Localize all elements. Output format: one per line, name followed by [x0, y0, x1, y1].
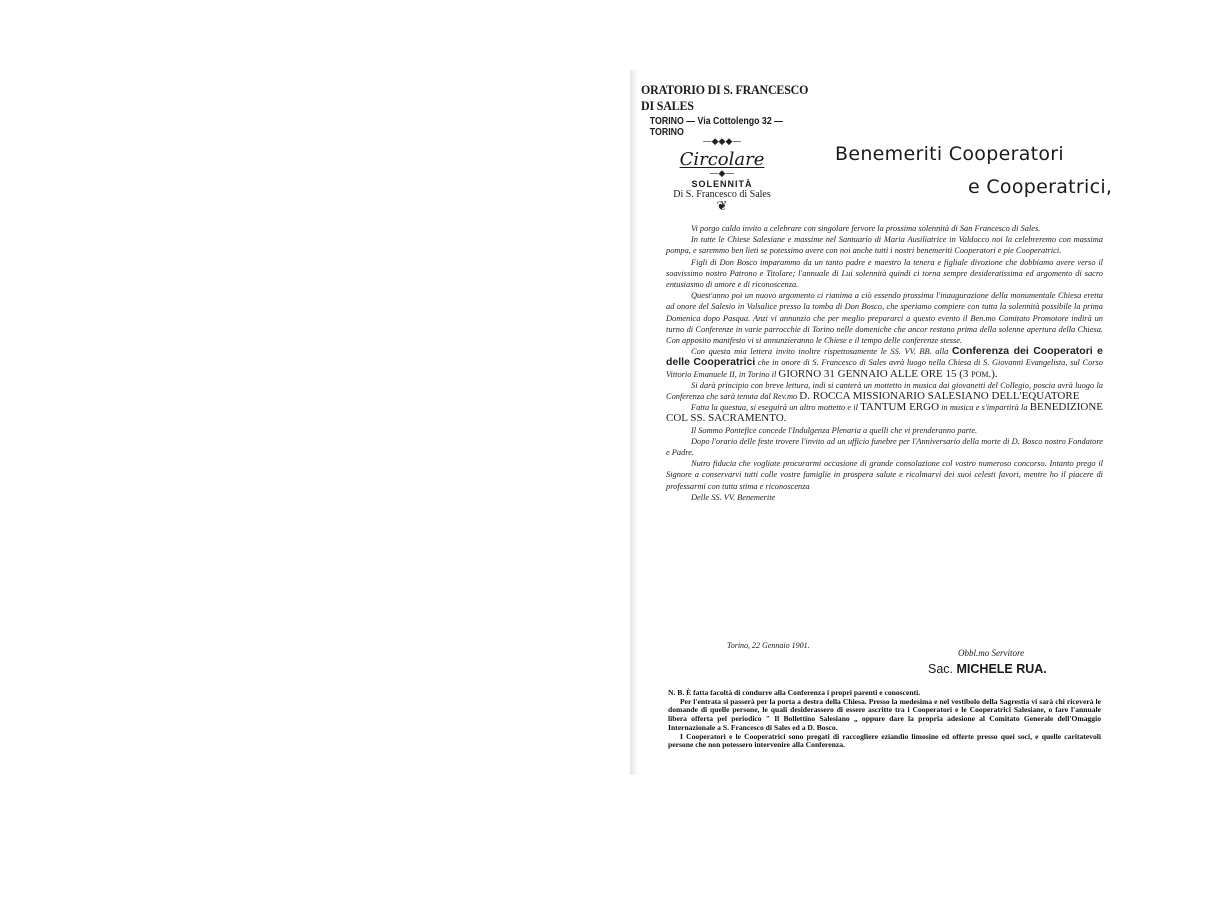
ornament-mid: —◆— — [709, 169, 735, 179]
conference-date: GIORNO 31 GENNAIO ALLE ORE 15 (3 pom.). — [778, 367, 998, 380]
p5-detail: che in onore di S. Francesco di Sales avrà luogo nella Chiesa di S. Giovanni Evangelista, sul Corso Vittorio Emanuele II, in Torino il — [666, 358, 1103, 379]
paragraph-5 — [666, 346, 1103, 380]
paragraph-11: Delle SS. VV. Benemerite — [691, 492, 776, 502]
nb-line-1: N. B. È fatta facoltà di condurre alla Conferenza i propri parenti e conoscenti. — [668, 688, 921, 697]
speaker-name: D. ROCCA MISSIONARIO SALESIANO DELL'EQUATORE — [799, 390, 1080, 403]
paragraph-2: In tutte le Chiese Salesiane e massime nel Santuario di Maria Ausiliatrice in Valdocco noi la celebreremo con massima pompa, e saremmo ben lieti se potessimo avere con noi anche tutti i nostri benemeriti Cooperatori e pie Cooperatrici. — [666, 235, 1103, 256]
p5-intro: Con questa mia lettera invito inoltre rispettosamente le SS. VV. BB. alla — [691, 347, 949, 357]
letter-body — [666, 223, 1103, 503]
org-address: TORINO — Via Cottolengo 32 — TORINO — [649, 116, 783, 138]
solennita-heading: SOLENNITÀ — [691, 179, 753, 189]
ornament-small: —◆◆◆— — [702, 137, 742, 147]
solennita-subtitle: Di S. Francesco di Sales — [673, 189, 771, 200]
circolare-title: Circolare — [679, 149, 765, 170]
paragraph-8: Il Sommo Pontefice concede l'Indulgenza Plenaria a quelli che vi prenderanno parte. — [691, 425, 978, 435]
conference-title: Conferenza dei Cooperatori e delle Cooperatrici — [666, 345, 1103, 369]
benediction: BENEDIZIONE COL SS. SACRAMENTO. — [666, 401, 1104, 425]
ornament-bottom-icon: ❦ — [716, 199, 728, 214]
paragraph-7 — [666, 402, 1103, 424]
signature-prefix: Sac. — [928, 662, 954, 676]
paragraph-6 — [666, 380, 1103, 402]
nb-paragraph-2: Per l'entrata si passerà per la porta a destra della Chiesa. Presso la medesima e nel vestibolo della Sagrestia vi sarà chi riceverà le domande di quelle persone, le quali desiderassero di essere ascritte tra i Cooperatori e le Cooperatrici Salesiane, o fare l'annuale libera offerta pel periodico " Il Bollettino Salesiano „ oppure dare la propria adesione al Comitato Generale dell'Omaggio Internazionale a S. Francesco di Sales ed a D. Bosco. — [668, 696, 1101, 732]
signature — [928, 662, 1047, 676]
p6-text: Si darà principio con breve lettura, indi si canterà un mottetto in musica dai giovanetti del Collegio, poscia avrà luogo la Conferenza che sarà tenuta dal Rev.mo — [666, 380, 1103, 402]
letter-date: Torino, 22 Gennaio 1901. — [727, 641, 810, 650]
paragraph-4: Quest'anno poi un nuovo argomento ci rianima a ciò essendo prossima l'inaugurazione della monumentale Chiesa eretta ad onore del Salesio in Valsalice presso la tomba di Don Bosco, che speriamo compiere con tutta la solennità possibile la prima Domenica dopo Pasqua. Anzi vi annunzio che per meglio prepararci a questo evento il Ben.mo Comitato Promotore indirà un turno di Conferenze in varie parrocchie di Torino nelle domeniche che ancor restano prima della solenne apertura della Chiesa. Con apposito manifesto vi si annunzieranno le Chiese e il tempo delle conferenze stesse. — [666, 291, 1103, 346]
paragraph-10: Nutro fiducia che vogliate procurarmi occasione di grande consolazione col vostro numeroso concorso. Intanto prego il Signore a conservarvi tutti colle vostre famiglie in prospera salute e ricolmarvi dei suoi celesti favori, mentre ho il piacere di professarmi con tutta stima e riconoscenza — [666, 459, 1103, 491]
letterhead — [641, 82, 831, 214]
paragraph-9: Dopo l'orario delle feste trovere l'invito ad un ufficio funebre per l'Anniversario della morte di D. Bosco nostro Fondatore e Padre. — [666, 436, 1103, 458]
nb-paragraph-3: I Cooperatori e le Cooperatrici sono pregati di raccogliere eziandio limosine ed offerte presso quei soci, e quelle caritatevoli persone che non potessero intervenire alla Conferenza. — [668, 731, 1101, 750]
p7-text-a: Fatta la questua, si eseguirà un altro mottetto e il — [691, 403, 858, 413]
paragraph-1: Vi porgo caldo invito a celebrare con singolare fervore la prossima solennità di San Francesco di Sales. — [691, 224, 1041, 233]
servitore-line: Obbl.mo Servitore — [958, 648, 1025, 658]
greeting-line-1: Benemeriti Cooperatori — [835, 143, 1064, 165]
tantum-ergo: TANTUM ERGO — [860, 401, 940, 414]
signature-name: MICHELE RUA. — [956, 662, 1047, 676]
org-name: ORATORIO DI S. FRANCESCO DI SALES — [641, 82, 809, 113]
greeting-line-2: e Cooperatrici, — [968, 176, 1113, 198]
nota-bene — [668, 689, 1101, 750]
p7-text-b: in musica e s'impartirà la — [941, 403, 1028, 413]
paragraph-3: Figli di Don Bosco imparammo da un tanto padre e maestro la tenera e figliale divozione che dobbiamo avere verso il soavissimo nostro Patrono e Titolare; l'annuale di Lui solennità quindi ci torna sempre desideratissima ed argomento di sacro entusiasmo di amore e di riconoscenza. — [666, 257, 1103, 290]
